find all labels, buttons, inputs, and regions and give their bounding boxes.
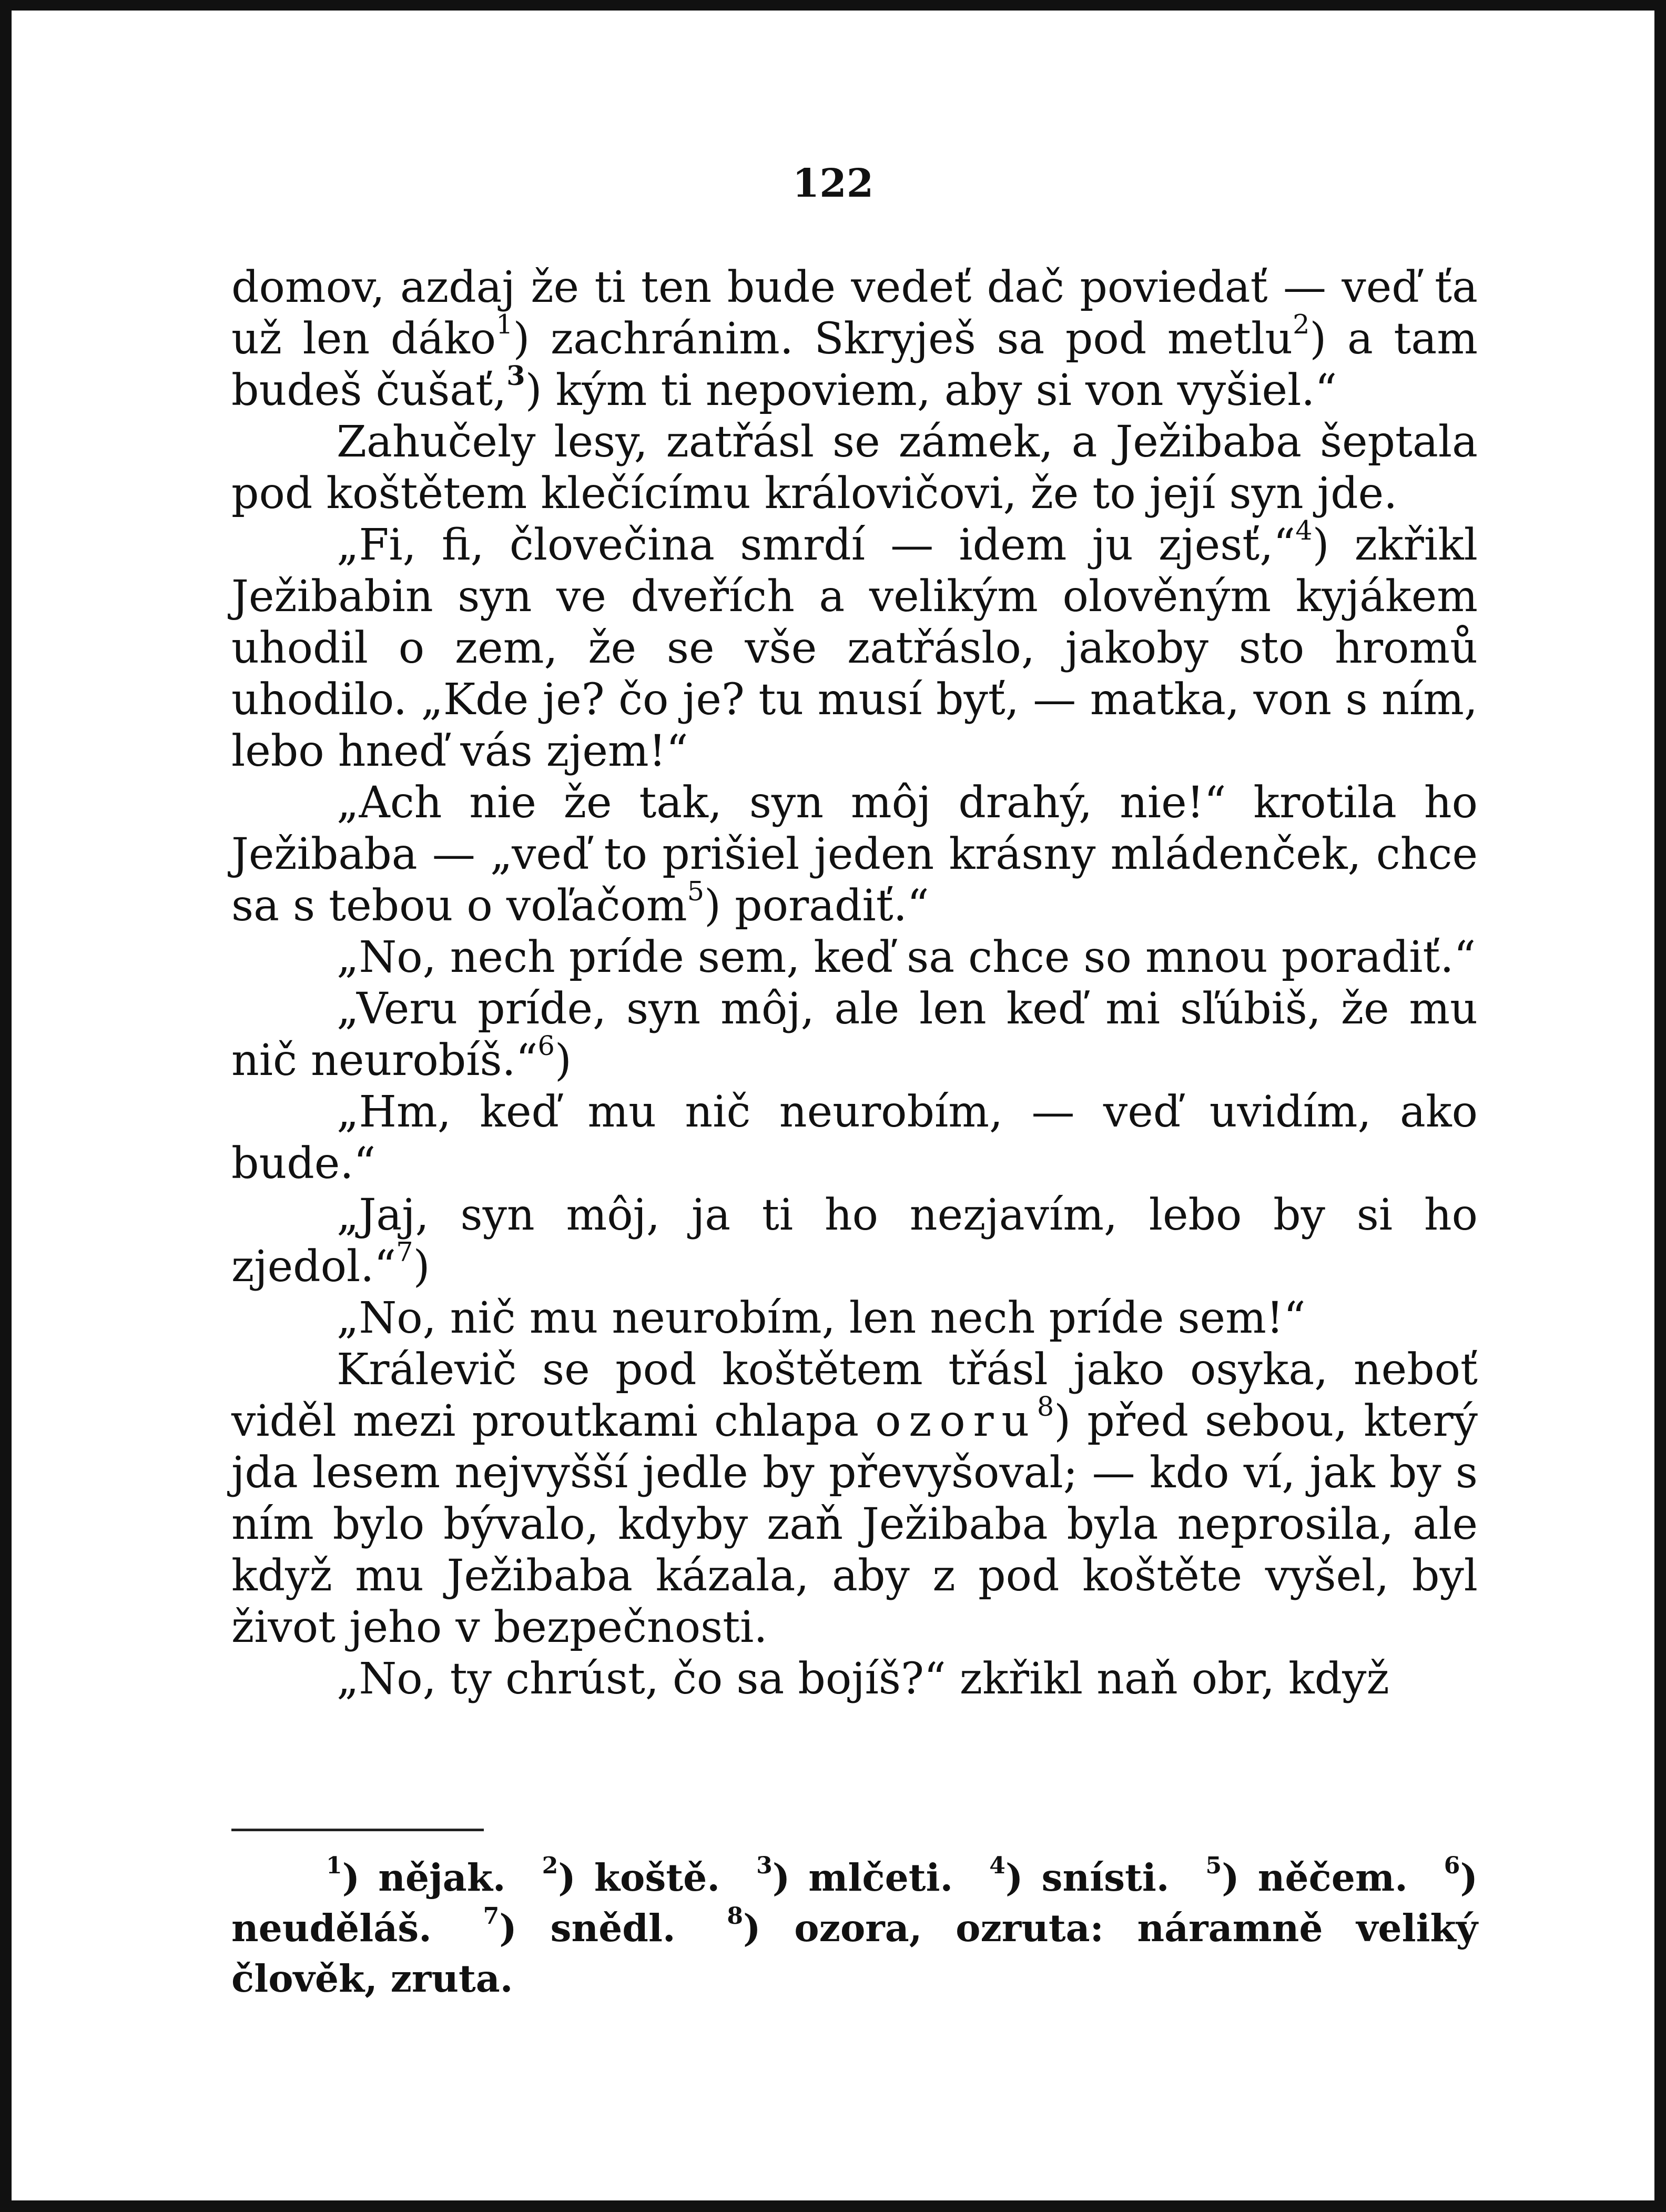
footnote-text: ) snísti. bbox=[1005, 1855, 1170, 1900]
footnote-ref: 4 bbox=[1295, 514, 1313, 546]
paragraph: „No, nech príde sem, keď sa chce so mnou poradiť.“ bbox=[337, 932, 1476, 982]
footnote-text: ) nějak. bbox=[342, 1855, 506, 1900]
footnote-divider bbox=[231, 1829, 484, 1831]
footnote-number: 8 bbox=[727, 1903, 743, 1930]
footnote-ref: 2 bbox=[1293, 308, 1310, 340]
paragraph bbox=[231, 514, 1478, 777]
paragraph: „Hm, keď mu nič neurobím, — veď uvidím, ako bude.“ bbox=[231, 1087, 1478, 1189]
footnote-number: 1 bbox=[326, 1852, 342, 1879]
text-span: domov, azdaj že ti ten bude vedeť dač poviedať — veď ťa už len dáko bbox=[231, 262, 1478, 364]
footnote bbox=[542, 1852, 720, 1900]
footnote-ref: 3 bbox=[506, 359, 525, 391]
footnote-number: 5 bbox=[1205, 1852, 1222, 1879]
footnote-number: 4 bbox=[989, 1852, 1005, 1879]
footnote-ref: 6 bbox=[537, 1030, 555, 1061]
footnote-ref: 1 bbox=[496, 308, 513, 340]
paragraph bbox=[231, 1190, 1478, 1293]
text-span: „Veru príde, syn môj, ale len keď mi sľúbiš, že mu nič neurobíš.“ bbox=[231, 984, 1478, 1085]
text-span: Králevič se pod koštětem třásl jako osyka, neboť viděl mezi proutkami chlapa bbox=[231, 1345, 1478, 1446]
text-span: ) poradiť.“ bbox=[704, 881, 929, 931]
footnote-number: 2 bbox=[542, 1852, 558, 1879]
footnote-text: ) koště. bbox=[558, 1855, 720, 1900]
text-span: ) před sebou, který jda lesem nejvyšší jedle by převyšoval; — kdo ví, jak by s ním bylo bývalo, kdyby zaň Ježibaba byla neprosila, ale když mu Ježibaba kázala, aby z pod koštěte vyšel, byl život jeho v bezpečnosti. bbox=[231, 1396, 1478, 1652]
footnotes bbox=[231, 1852, 1478, 2004]
footnote bbox=[989, 1852, 1170, 1900]
paragraph: „No, nič mu neurobím, len nech príde sem!“ bbox=[337, 1293, 1306, 1343]
main-text bbox=[231, 262, 1478, 1705]
footnote-number: 6 bbox=[1444, 1852, 1460, 1879]
paragraph bbox=[231, 262, 1478, 417]
footnote bbox=[756, 1852, 953, 1900]
footnote-text: ) snědl. bbox=[499, 1906, 676, 1950]
text-span: „Fi, fi, človečina smrdí — idem ju zjesť,“ bbox=[337, 520, 1296, 570]
text-span: ) zachránim. Skryješ sa pod metlu bbox=[513, 314, 1293, 364]
paragraph: „No, ty chrúst, čo sa bojíš?“ zkřikl naň obr, když bbox=[337, 1654, 1389, 1704]
footnote-number: 7 bbox=[483, 1903, 500, 1930]
footnote-number: 3 bbox=[756, 1852, 773, 1879]
paragraph bbox=[231, 983, 1478, 1087]
spaced-word: ozoru bbox=[875, 1396, 1037, 1446]
footnote-text: ) ozora, ozruta: náramně veliký člověk, zruta. bbox=[231, 1906, 1478, 2001]
paragraph bbox=[231, 777, 1478, 932]
footnote-text: ) mlčeti. bbox=[772, 1855, 953, 1900]
footnote-text: ) něčem. bbox=[1222, 1855, 1408, 1900]
footnote bbox=[483, 1903, 676, 1950]
text-span: „Ach nie že tak, syn môj drahý, nie!“ krotila ho Ježibaba — „veď to prišiel jeden krásny mládenček, chce sa s tebou o voľačom bbox=[231, 778, 1478, 931]
text-span: ) kým ti nepoviem, aby si von vyšiel.“ bbox=[525, 366, 1337, 415]
paragraph bbox=[231, 1344, 1478, 1653]
text-span: ) bbox=[554, 1036, 572, 1085]
page-number: 122 bbox=[792, 161, 874, 206]
paragraph: Zahučely lesy, zatřásl se zámek, a Ježibaba šeptala pod koštětem klečícímu královičovi, že to její syn jde. bbox=[231, 417, 1478, 519]
footnote-ref: 7 bbox=[396, 1236, 413, 1267]
text-span: ) zkřikl Ježibabin syn ve dveřích a velikým olověným kyjákem uhodil o zem, že se vše zatřáslo, jakoby sto hromů uhodilo. „Kde je? čo je? tu musí byť, — matka, von s ním, lebo hneď vás zjem!“ bbox=[231, 520, 1478, 776]
text-span: „Jaj, syn môj, ja ti ho nezjavím, lebo by si ho zjedol.“ bbox=[231, 1190, 1478, 1292]
footnote bbox=[326, 1852, 506, 1900]
footnote-ref: 5 bbox=[687, 875, 705, 907]
text-span: ) a tam budeš čušať, bbox=[231, 314, 1478, 415]
footnote-text: ) neuděláš. bbox=[231, 1855, 1478, 1950]
footnote-ref: 8 bbox=[1037, 1391, 1054, 1422]
text-span: ) bbox=[413, 1242, 430, 1292]
footnote bbox=[1205, 1852, 1408, 1900]
